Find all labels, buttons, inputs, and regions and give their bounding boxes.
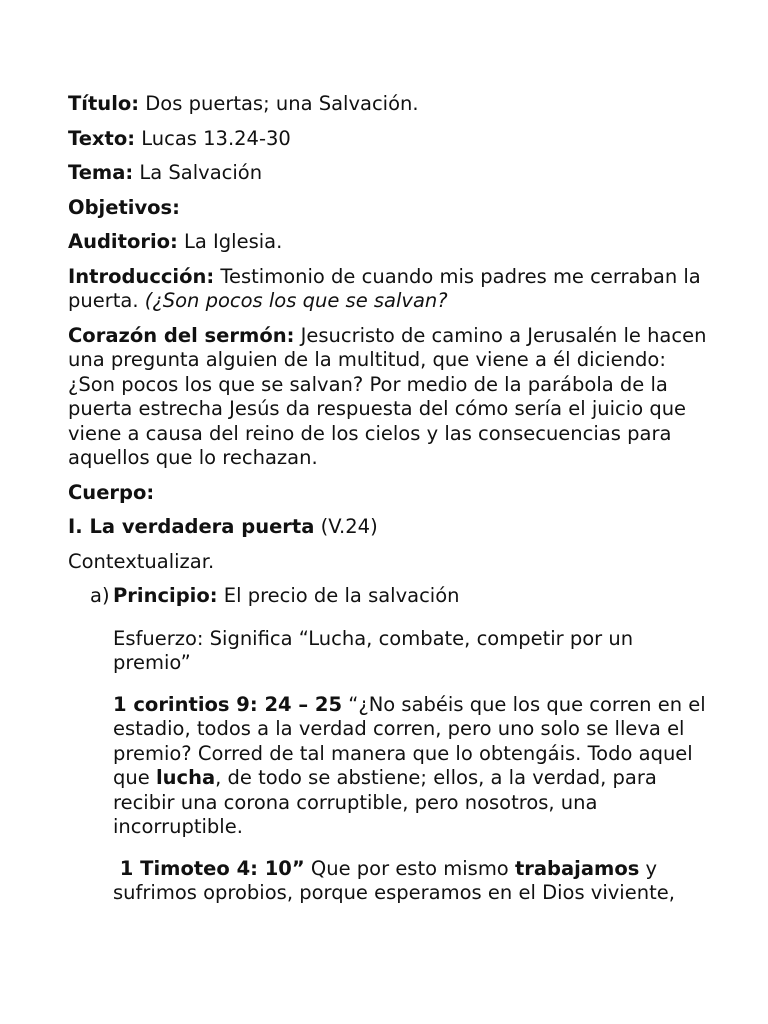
timoteo-bold-word: trabajamos: [514, 856, 640, 880]
titulo-line: [68, 92, 708, 117]
tema-line: [68, 161, 708, 186]
auditorio-line: [68, 230, 708, 255]
corazon-paragraph: [68, 324, 708, 471]
principio-item: [90, 584, 708, 609]
corintios-text-1: “¿No sabéis que los que corren en el estadio, todos a la verdad corren, pero uno solo se lleva el premio? Corred de tal manera que lo obtengáis. Todo aquel que: [113, 692, 706, 789]
introduccion-paragraph: [68, 265, 708, 314]
auditorio-label: Auditorio:: [68, 230, 178, 253]
cuerpo-line: [68, 481, 708, 506]
texto-label: Texto:: [68, 126, 136, 150]
document-page: [68, 92, 708, 906]
principio-text: [113, 584, 460, 609]
tema-label: Tema:: [68, 161, 134, 184]
principio-label: Principio:: [113, 584, 218, 607]
corintios-bold-word: lucha: [155, 766, 216, 789]
introduccion-label: Introducción:: [68, 264, 215, 288]
timoteo-paragraph: [113, 857, 708, 906]
timoteo-ref: 1 Timoteo 4: 10”: [113, 856, 305, 880]
timoteo-text-1: Que por esto mismo: [304, 856, 515, 880]
titulo-value: Dos puertas; una Salvación.: [139, 92, 419, 115]
titulo-label: Título:: [68, 92, 140, 115]
corintios-text-2: , de todo se abstiene; ellos, a la verdad, para recibir una corona corruptible, pero nosotros, una incorruptible.: [113, 766, 657, 838]
section-verse-ref: (V.24): [314, 515, 378, 538]
timoteo-text-2: y sufrimos oprobios, porque esperamos en el Dios viviente,: [113, 856, 675, 904]
corintios-paragraph: [113, 693, 708, 840]
tema-value: La Salvación: [133, 161, 263, 184]
introduccion-value: Testimonio de cuando mis padres me cerraban la puerta.: [68, 264, 701, 312]
principio-value: El precio de la salvación: [217, 584, 460, 607]
corintios-ref: 1 corintios 9: 24 – 25: [113, 692, 343, 716]
esfuerzo-paragraph: Esfuerzo: Significa “Lucha, combate, competir por un premio”: [113, 626, 634, 674]
texto-line: [68, 127, 708, 152]
auditorio-value: La Iglesia.: [177, 230, 283, 253]
introduccion-question: (¿Son pocos los que se salvan?: [144, 289, 448, 312]
cuerpo-label: Cuerpo:: [68, 480, 155, 504]
section-heading: [68, 515, 708, 540]
list-marker: a): [90, 584, 110, 607]
objetivos-label: Objetivos:: [68, 195, 180, 219]
corazon-value: Jesucristo de camino a Jerusalén le hacen una pregunta alguien de la multitud, que viene a él diciendo: ¿Son pocos los que se salvan? Por medio de la parábola de la puerta estrecha Jesús da respuesta del cómo sería el juicio que viene a causa del reino de los cielos y las consecuencias para aquellos que lo rechazan.: [68, 323, 707, 469]
section-title: I. La verdadera puerta: [68, 515, 315, 538]
corazon-label: Corazón del sermón:: [68, 323, 295, 347]
contextualizar-line: Contextualizar.: [68, 549, 215, 573]
texto-value: Lucas 13.24-30: [135, 126, 291, 150]
objetivos-line: [68, 196, 708, 221]
